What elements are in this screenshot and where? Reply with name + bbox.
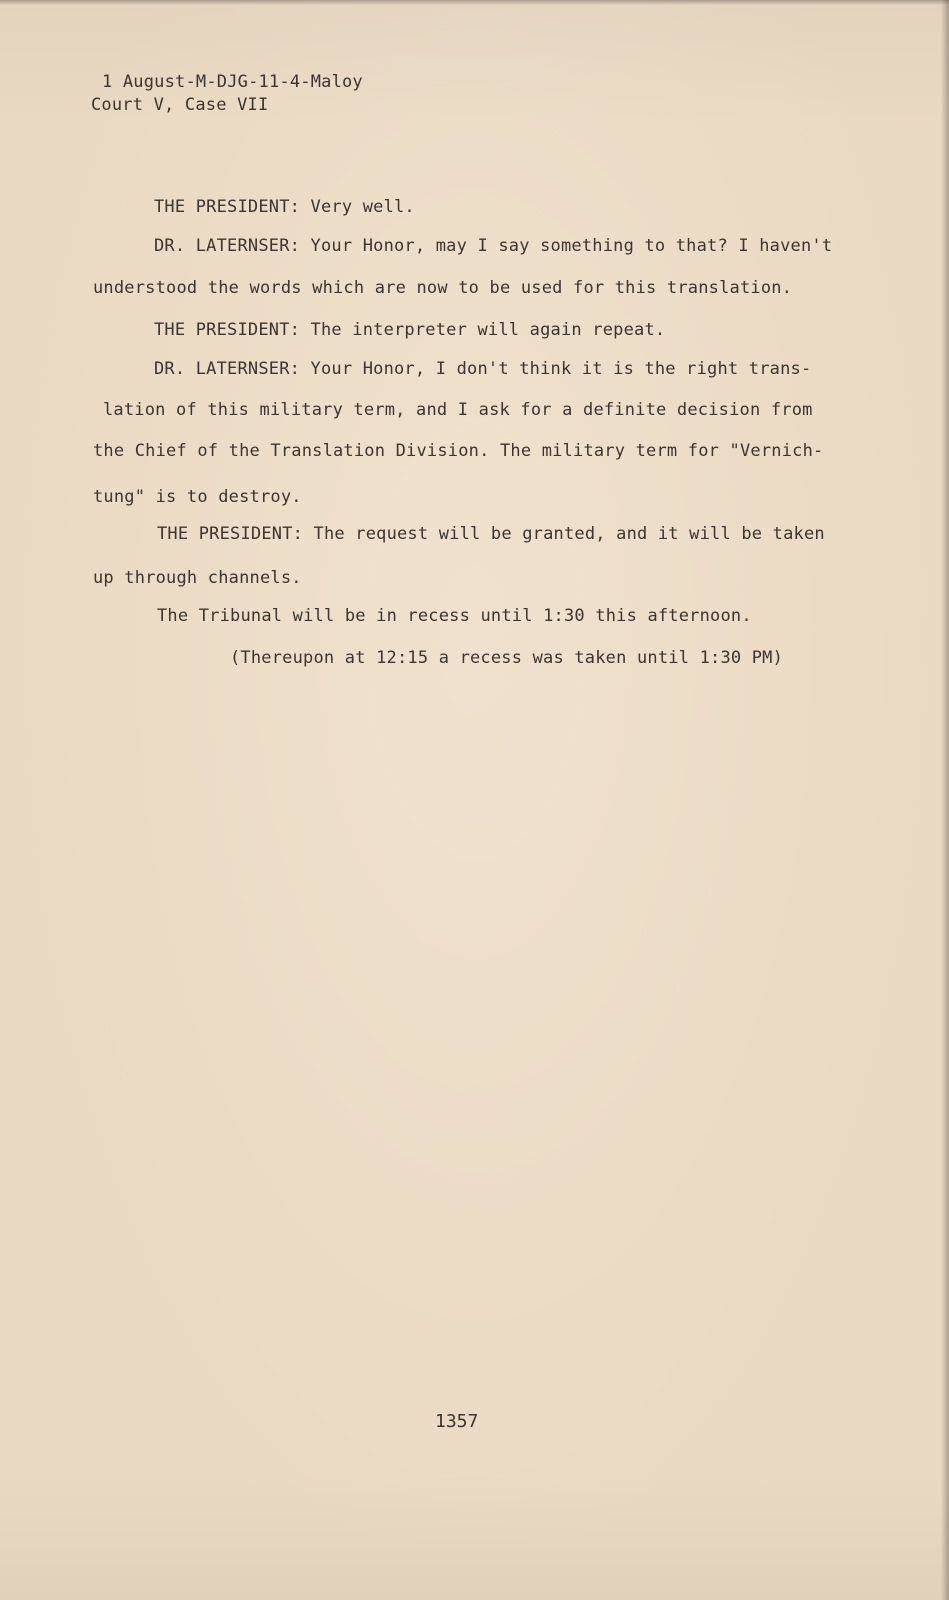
transcript-line: understood the words which are now to be used for this translation. [93,278,793,298]
transcript-line: (Thereupon at 12:15 a recess was taken until 1:30 PM) [230,648,784,668]
header-court-case: Court V, Case VII [91,95,269,115]
transcript-line: THE PRESIDENT: Very well. [154,197,415,217]
transcript-line: lation of this military term, and I ask for a definite decision from [103,400,813,420]
transcript-line: The Tribunal will be in recess until 1:30 this afternoon. [157,606,752,626]
page-edge-right [941,0,949,1600]
transcript-line: DR. LATERNSER: Your Honor, I don't think it is the right trans- [154,359,812,379]
transcript-line: THE PRESIDENT: The request will be granted, and it will be taken [157,524,825,544]
page-edge-top [0,0,949,5]
transcript-line: tung" is to destroy. [93,487,302,507]
header-session-id: 1 August-M-DJG-11-4-Maloy [102,72,363,92]
transcript-line: up through channels. [93,568,302,588]
transcript-line: the Chief of the Translation Division. The military term for "Vernich- [93,441,824,461]
page-number: 1357 [435,1411,479,1432]
transcript-line: THE PRESIDENT: The interpreter will again repeat. [154,320,666,340]
transcript-line: DR. LATERNSER: Your Honor, may I say something to that? I haven't [154,236,833,256]
